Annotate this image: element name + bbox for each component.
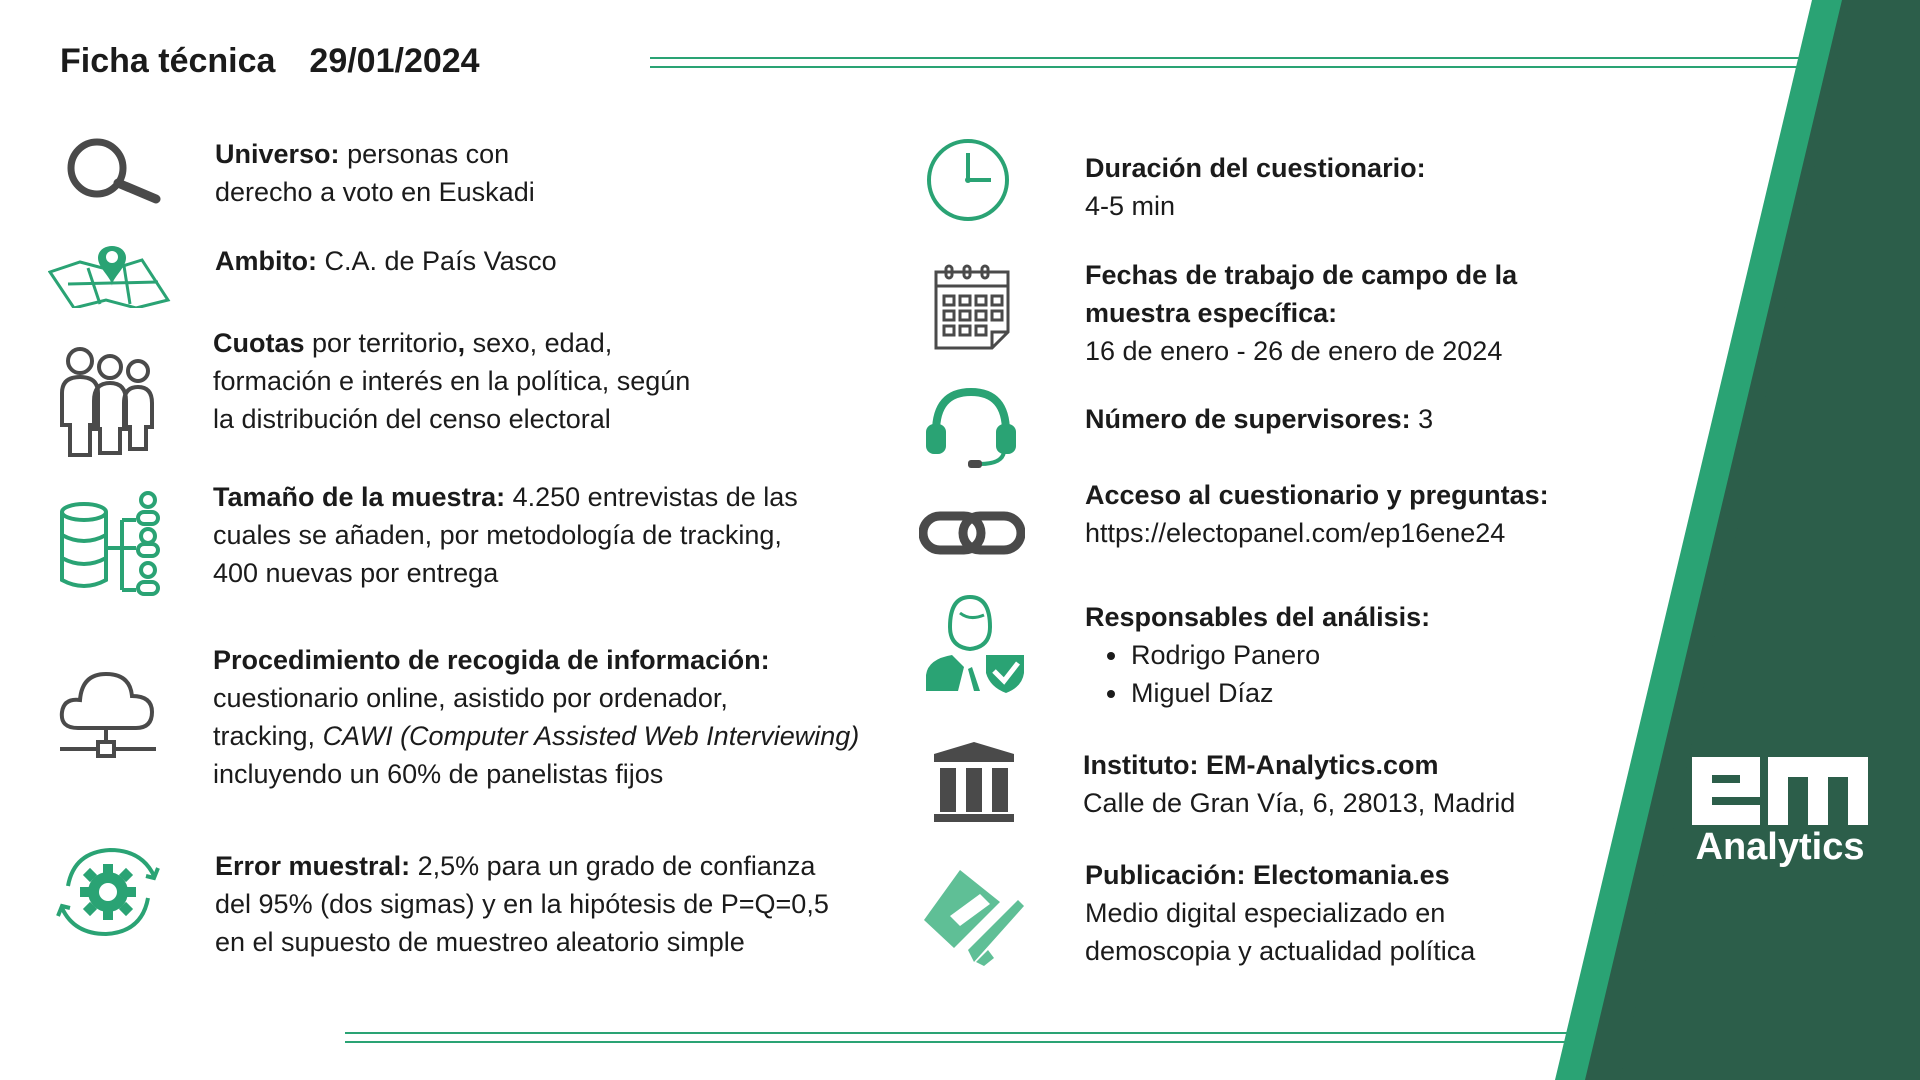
cuotas-label: Cuotas [213, 328, 305, 358]
publicacion-item [1085, 856, 1475, 970]
title-date: 29/01/2024 [309, 42, 480, 80]
muestra-line1: 4.250 entrevistas de las [512, 482, 798, 512]
universo-line2: derecho a voto en Euskadi [215, 177, 535, 207]
supervisores-item [1085, 400, 1433, 438]
headset-icon [924, 386, 1018, 468]
procedimiento-line1: cuestionario online, asistido por ordenador, [213, 683, 728, 713]
em-logo-icon [1690, 755, 1870, 827]
title-text: Ficha técnica [60, 42, 276, 80]
calendar-icon [932, 264, 1012, 350]
acceso-label: Acceso al cuestionario y preguntas: [1085, 480, 1549, 510]
instituto-label: Instituto: EM-Analytics.com [1083, 750, 1439, 780]
universo-label: Universo: [215, 139, 340, 169]
fechas-label-line1: Fechas de trabajo de campo de la [1085, 260, 1518, 290]
supervisores-value: 3 [1418, 404, 1434, 434]
error-label: Error muestral: [215, 851, 411, 881]
procedimiento-line2-a: tracking, [213, 721, 316, 751]
user-shield-icon [924, 593, 1026, 693]
cuotas-line2: formación e interés en la política, según [213, 366, 691, 396]
database-icon [58, 490, 166, 602]
footer-rule [345, 1032, 1575, 1043]
fechas-label-line2: muestra específica: [1085, 298, 1338, 328]
duracion-label: Duración del cuestionario: [1085, 153, 1426, 183]
publicacion-label: Publicación: Electomania.es [1085, 860, 1450, 890]
pencil-logo-icon [924, 866, 1024, 966]
ambito-label: Ambito: [215, 246, 317, 276]
link-icon [919, 510, 1025, 556]
procedimiento-line2-b: CAWI (Computer Assisted Web Interviewing) [322, 721, 860, 751]
duracion-item [1085, 149, 1426, 225]
cuotas-line1-b: , [457, 328, 466, 358]
procedimiento-line3: incluyendo un 60% de panelistas fijos [213, 759, 664, 789]
brand-name: Analytics [1695, 826, 1865, 868]
responsables-item [1085, 598, 1430, 712]
responsables-label: Responsables del análisis: [1085, 602, 1431, 632]
duracion-value: 4-5 min [1085, 191, 1176, 221]
clock-icon [925, 137, 1011, 223]
muestra-label: Tamaño de la muestra: [213, 482, 506, 512]
ambito-item [215, 242, 557, 280]
universo-item [215, 135, 535, 211]
error-item [215, 847, 829, 961]
people-icon [58, 345, 158, 457]
cuotas-line3: la distribución del censo electoral [213, 404, 611, 434]
cloud-network-icon [58, 668, 158, 762]
gear-cycle-icon [52, 846, 164, 938]
search-icon [62, 135, 162, 205]
error-line1: 2,5% para un grado de confianza [417, 851, 816, 881]
page-title [60, 42, 480, 81]
procedimiento-label: Procedimiento de recogida de información: [213, 645, 770, 675]
acceso-item [1085, 476, 1549, 552]
supervisores-label: Número de supervisores: [1085, 404, 1411, 434]
fechas-item [1085, 256, 1517, 370]
muestra-line3: 400 nuevas por entrega [213, 558, 499, 588]
map-pin-icon [48, 230, 172, 308]
universo-line1: personas con [347, 139, 510, 169]
fechas-value: 16 de enero - 26 de enero de 2024 [1085, 336, 1503, 366]
cuotas-line1-c: sexo, edad, [472, 328, 613, 358]
procedimiento-item [213, 641, 859, 793]
publicacion-line1: Medio digital especializado en [1085, 898, 1446, 928]
cuotas-item [213, 324, 690, 438]
responsables-list [1107, 636, 1430, 712]
muestra-item [213, 478, 798, 592]
institution-icon [932, 740, 1016, 824]
error-line2: del 95% (dos sigmas) y en la hipótesis de P=Q=0,5 [215, 889, 829, 919]
cuotas-line1-a: por territorio [312, 328, 458, 358]
instituto-item [1083, 746, 1515, 822]
ambito-text: C.A. de País Vasco [324, 246, 557, 276]
header-rule [650, 57, 1805, 68]
responsable-name: Miguel Díaz [1107, 674, 1430, 712]
responsable-name: Rodrigo Panero [1107, 636, 1430, 674]
instituto-address: Calle de Gran Vía, 6, 28013, Madrid [1083, 788, 1516, 818]
error-line3: en el supuesto de muestreo aleatorio simple [215, 927, 745, 957]
muestra-line2: cuales se añaden, por metodología de tracking, [213, 520, 782, 550]
acceso-link[interactable]: https://electopanel.com/ep16ene24 [1085, 518, 1506, 548]
publicacion-line2: demoscopia y actualidad política [1085, 936, 1476, 966]
